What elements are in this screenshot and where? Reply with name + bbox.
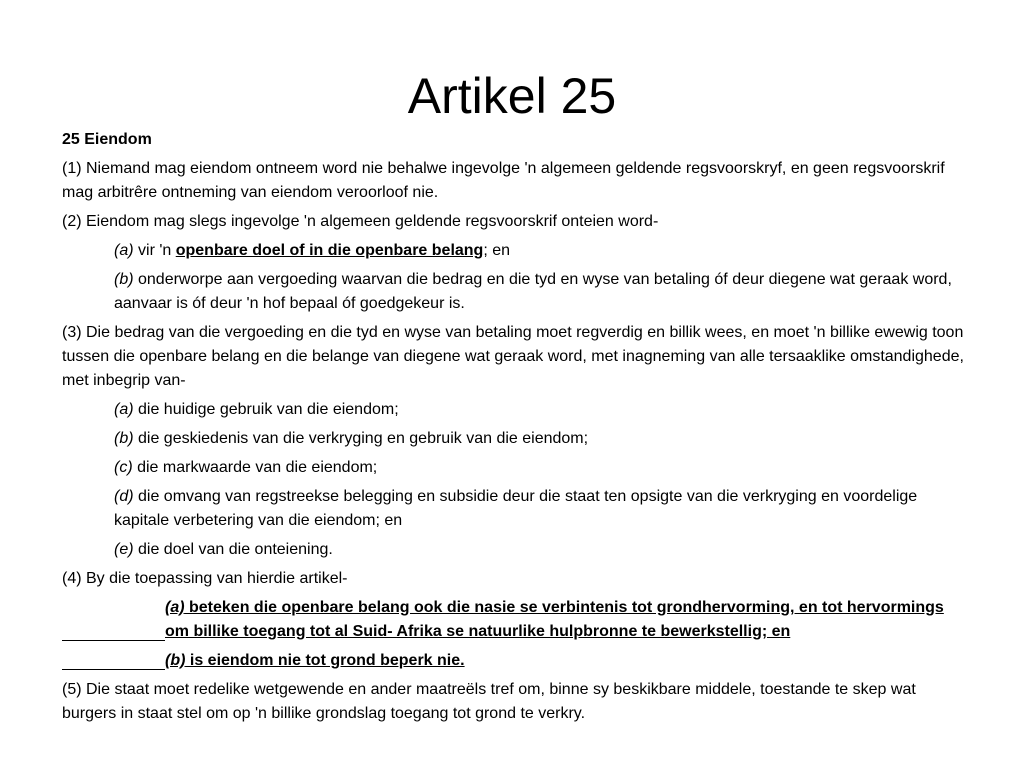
clause-3-b-text: die geskiedenis van die verkryging en gebruik van die eiendom; bbox=[133, 430, 589, 447]
clause-2-a-label: (a) bbox=[114, 242, 134, 259]
clause-2-b-text: onderworpe aan vergoeding waarvan die bedrag en die tyd en wyse van betaling óf deur diegene wat geraak word, aanvaar is óf deur 'n hof bepaal óf goedgekeur is. bbox=[114, 271, 952, 312]
clause-3-c-label: (c) bbox=[114, 459, 133, 476]
clause-4-a bbox=[62, 596, 972, 644]
clause-4-b-text: is eiendom nie tot grond beperk nie. bbox=[185, 652, 465, 669]
clause-3-a-label: (a) bbox=[114, 401, 134, 418]
clause-2-a-pre: vir 'n bbox=[133, 242, 176, 259]
clause-4-a-content bbox=[165, 596, 972, 644]
clause-2-a-emphasis: openbare doel of in die openbare belang bbox=[175, 242, 484, 259]
clause-5: (5) Die staat moet redelike wetgewende en ander maatreëls tref om, binne sy beskikbare middele, toestande te skep wat burgers in staat stel om op 'n billike grondslag toegang tot grond te verkry. bbox=[62, 681, 916, 722]
clause-2-a bbox=[62, 239, 972, 263]
clause-2-b-label: (b) bbox=[114, 271, 134, 288]
clause-3-b bbox=[62, 427, 972, 451]
slide-body bbox=[62, 128, 972, 731]
clause-2: (2) Eiendom mag slegs ingevolge 'n algemeen geldende regsvoorskrif onteien word- bbox=[62, 213, 659, 230]
clause-3-a bbox=[62, 398, 972, 422]
slide-title: Artikel 25 bbox=[407, 68, 617, 124]
clause-3-b-label: (b) bbox=[114, 430, 134, 447]
clause-4-a-text: beteken die openbare belang ook die nasie se verbintenis tot grondhervorming, en tot hervormings om billike toegang tot al Suid- Afrika se natuurlike hulpbronne te bewerkstellig; en bbox=[165, 599, 944, 640]
clause-3-e-text: die doel van die onteiening. bbox=[133, 541, 333, 558]
clause-4-a-label: (a) bbox=[165, 599, 185, 616]
clause-4-b-content bbox=[165, 649, 972, 673]
clause-2-a-post: ; en bbox=[483, 242, 511, 259]
clause-3-d bbox=[62, 485, 972, 533]
underline-leader bbox=[62, 649, 165, 670]
clause-4-b-label: (b) bbox=[165, 652, 186, 669]
underline-leader bbox=[62, 596, 165, 641]
clause-3-e bbox=[62, 538, 972, 562]
clause-2-b bbox=[62, 268, 972, 316]
clause-3-a-text: die huidige gebruik van die eiendom; bbox=[133, 401, 399, 418]
clause-3-d-label: (d) bbox=[114, 488, 134, 505]
section-heading: 25 Eiendom bbox=[62, 131, 152, 148]
clause-3-c bbox=[62, 456, 972, 480]
clause-3-c-text: die markwaarde van die eiendom; bbox=[132, 459, 378, 476]
clause-3-e-label: (e) bbox=[114, 541, 134, 558]
clause-4: (4) By die toepassing van hierdie artikel- bbox=[62, 570, 348, 587]
clause-3-d-text: die omvang van regstreekse belegging en subsidie deur die staat ten opsigte van die verkryging en voordelige kapitale verbetering van die eiendom; en bbox=[114, 488, 918, 529]
clause-3: (3) Die bedrag van die vergoeding en die tyd en wyse van betaling moet regverdig en billik wees, en moet 'n billike ewewig toon tussen die openbare belang en die belange van diegene wat geraak word, met inagneming van alle tersaaklike omstandighede, met inbegrip van- bbox=[62, 324, 964, 389]
clause-1: (1) Niemand mag eiendom ontneem word nie behalwe ingevolge 'n algemeen geldende regsvoorskryf, en geen regsvoorskrif mag arbitrêre ontneming van eiendom veroorloof nie. bbox=[62, 160, 945, 201]
clause-4-b bbox=[62, 649, 972, 673]
